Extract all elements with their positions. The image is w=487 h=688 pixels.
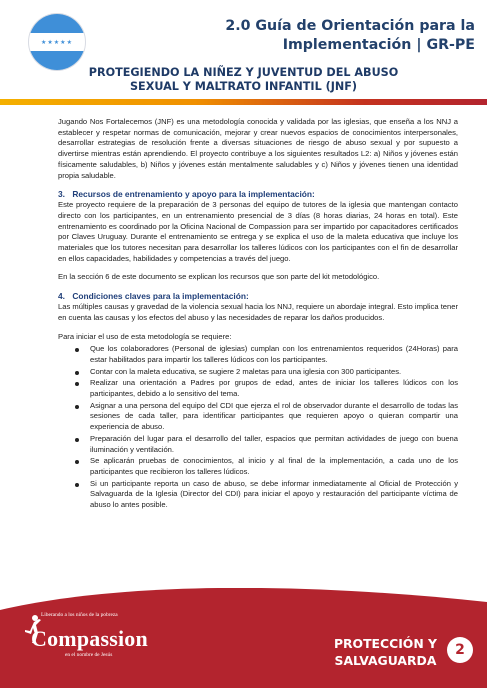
list-item: Si un participante reporta un caso de abuso, se debe informar inmediatamente al Oficial de Protección y Salvaguarda de la Iglesia (Director del CDI) para iniciar el apoyo y restauración del participante víctima de abuso lo antes posible. [58, 479, 458, 511]
footer-title-line-2: SALVAGUARDA [334, 653, 437, 668]
bullet-icon [75, 483, 79, 487]
list-item: Contar con la maleta educativa, se sugiere 2 maletas para una iglesia con 300 participantes. [58, 367, 458, 378]
headline-line-1: PROTEGIENDO LA NIÑEZ Y JUVENTUD DEL ABUSO [88, 66, 399, 79]
bullet-icon [75, 348, 79, 352]
section-3-heading [58, 189, 458, 200]
document-title-line-2: Implementación | GR-PE [282, 37, 475, 53]
section-3-number: 3. [58, 189, 65, 200]
section-4-title: Condiciones claves para la implementación: [72, 291, 249, 302]
list-item: Preparación del lugar para el desarrollo del taller, espacios que permitan actividades de juego con buena iluminación y ventilación. [58, 434, 458, 455]
bullet-icon [75, 460, 79, 464]
bullet-icon [75, 438, 79, 442]
bullet-icon [75, 405, 79, 409]
intro-paragraph: Jugando Nos Fortalecemos (JNF) es una metodología conocida y validada por las iglesias, que enseña a los NNJ a establecer y respetar normas de comunicación, mejorar y crear nuevos espacios de conocimientos interpersonales, desarrollar estrategias de resolución frente a diversas situaciones de riesgo de abuso sexual y por supuesto a divertirse mientras están aprendiendo. El proyecto contribuye a los siguientes resultados L2: a) Niños y jóvenes están físicamente saludables, b) Niños y jóvenes están mentalmente saludables y c) Niños y jóvenes tienen una identidad propia saludable. [58, 117, 458, 180]
footer-title [334, 635, 437, 669]
document-title [175, 17, 475, 55]
section-3-paragraph-1: Este proyecto requiere de la preparación de 3 personas del equipo de tutores de la iglesia que mantengan contacto directo con los participantes, en un entrenamiento presencial de 3 días (8 horas diarias, 24 horas en total). Este entrenamiento es coordinado por la Oficina Nacional de Compassion para ser impartido por capacitadores certificados por Claves Uruguay. Durante el entrenamiento se entrega y se explica el uso de la maleta educativa que incluye los materiales que los tutores necesitan para desarrollar los talleres lúdicos con los participantes con el fin de desarrollar en ellos capacidades, habilidades y competencias a través del juego. [58, 200, 458, 263]
section-3-paragraph-2: En la sección 6 de este documento se explican los recursos que son parte del kit metodológico. [58, 272, 380, 282]
section-4-heading [58, 291, 458, 302]
list-item: Que los colaboradores (Personal de iglesias) cumplan con los entrenamientos requeridos (24Horas) para estar habilitados para impartir los talleres lúdicos con los participantes. [58, 344, 458, 365]
section-4-paragraph-1: Las múltiples causas y gravedad de la violencia sexual hacia los NNJ, requiere un abordaje integral. Esto implica tener en cuenta las causas y los efectos del abuso y las necesidades de reparar los daños producidos. [58, 302, 458, 322]
headline-line-2: SEXUAL Y MALTRATO INFANTIL (JNF) [130, 80, 357, 93]
section-headline [30, 66, 457, 94]
honduras-flag-icon [29, 14, 85, 70]
header-divider [0, 99, 487, 105]
list-item: Se aplicarán pruebas de conocimientos, al inicio y al final de la implementación, a cada uno de los participantes que recibieron los talleres lúdicos. [58, 456, 458, 477]
bullet-icon [75, 382, 79, 386]
logo-tagline-top: Liberando a los niños de la pobreza [41, 612, 118, 618]
section-3-title: Recursos de entrenamiento y apoyo para la implementación: [72, 189, 315, 200]
document-title-line-1: 2.0 Guía de Orientación para la [225, 18, 475, 34]
bullet-icon [75, 371, 79, 375]
page-number: 2 [447, 637, 473, 663]
section-4-number: 4. [58, 291, 65, 302]
flag-stars: ★★★★★ [41, 39, 73, 46]
main-content [58, 117, 458, 512]
list-item: Asignar a una persona del equipo del CDI que ejerza el rol de observador durante el desarrollo de todas las sesiones de cada taller, para identificar participantes que requieren apoyo o quieran compartir una experiencia de abuso. [58, 401, 458, 433]
logo-wordmark: Compassion [31, 626, 148, 651]
requirements-list [58, 344, 458, 511]
list-item: Realizar una orientación a Padres por grupos de edad, antes de iniciar los talleres lúdicos con los participantes, debido a lo sensitivo del tema. [58, 378, 458, 399]
section-4-lead: Para iniciar el uso de esta metodología se requiere: [58, 331, 232, 341]
footer-title-line-1: PROTECCIÓN Y [333, 636, 437, 651]
logo-tagline-bottom: en el nombre de Jesús [65, 652, 113, 658]
